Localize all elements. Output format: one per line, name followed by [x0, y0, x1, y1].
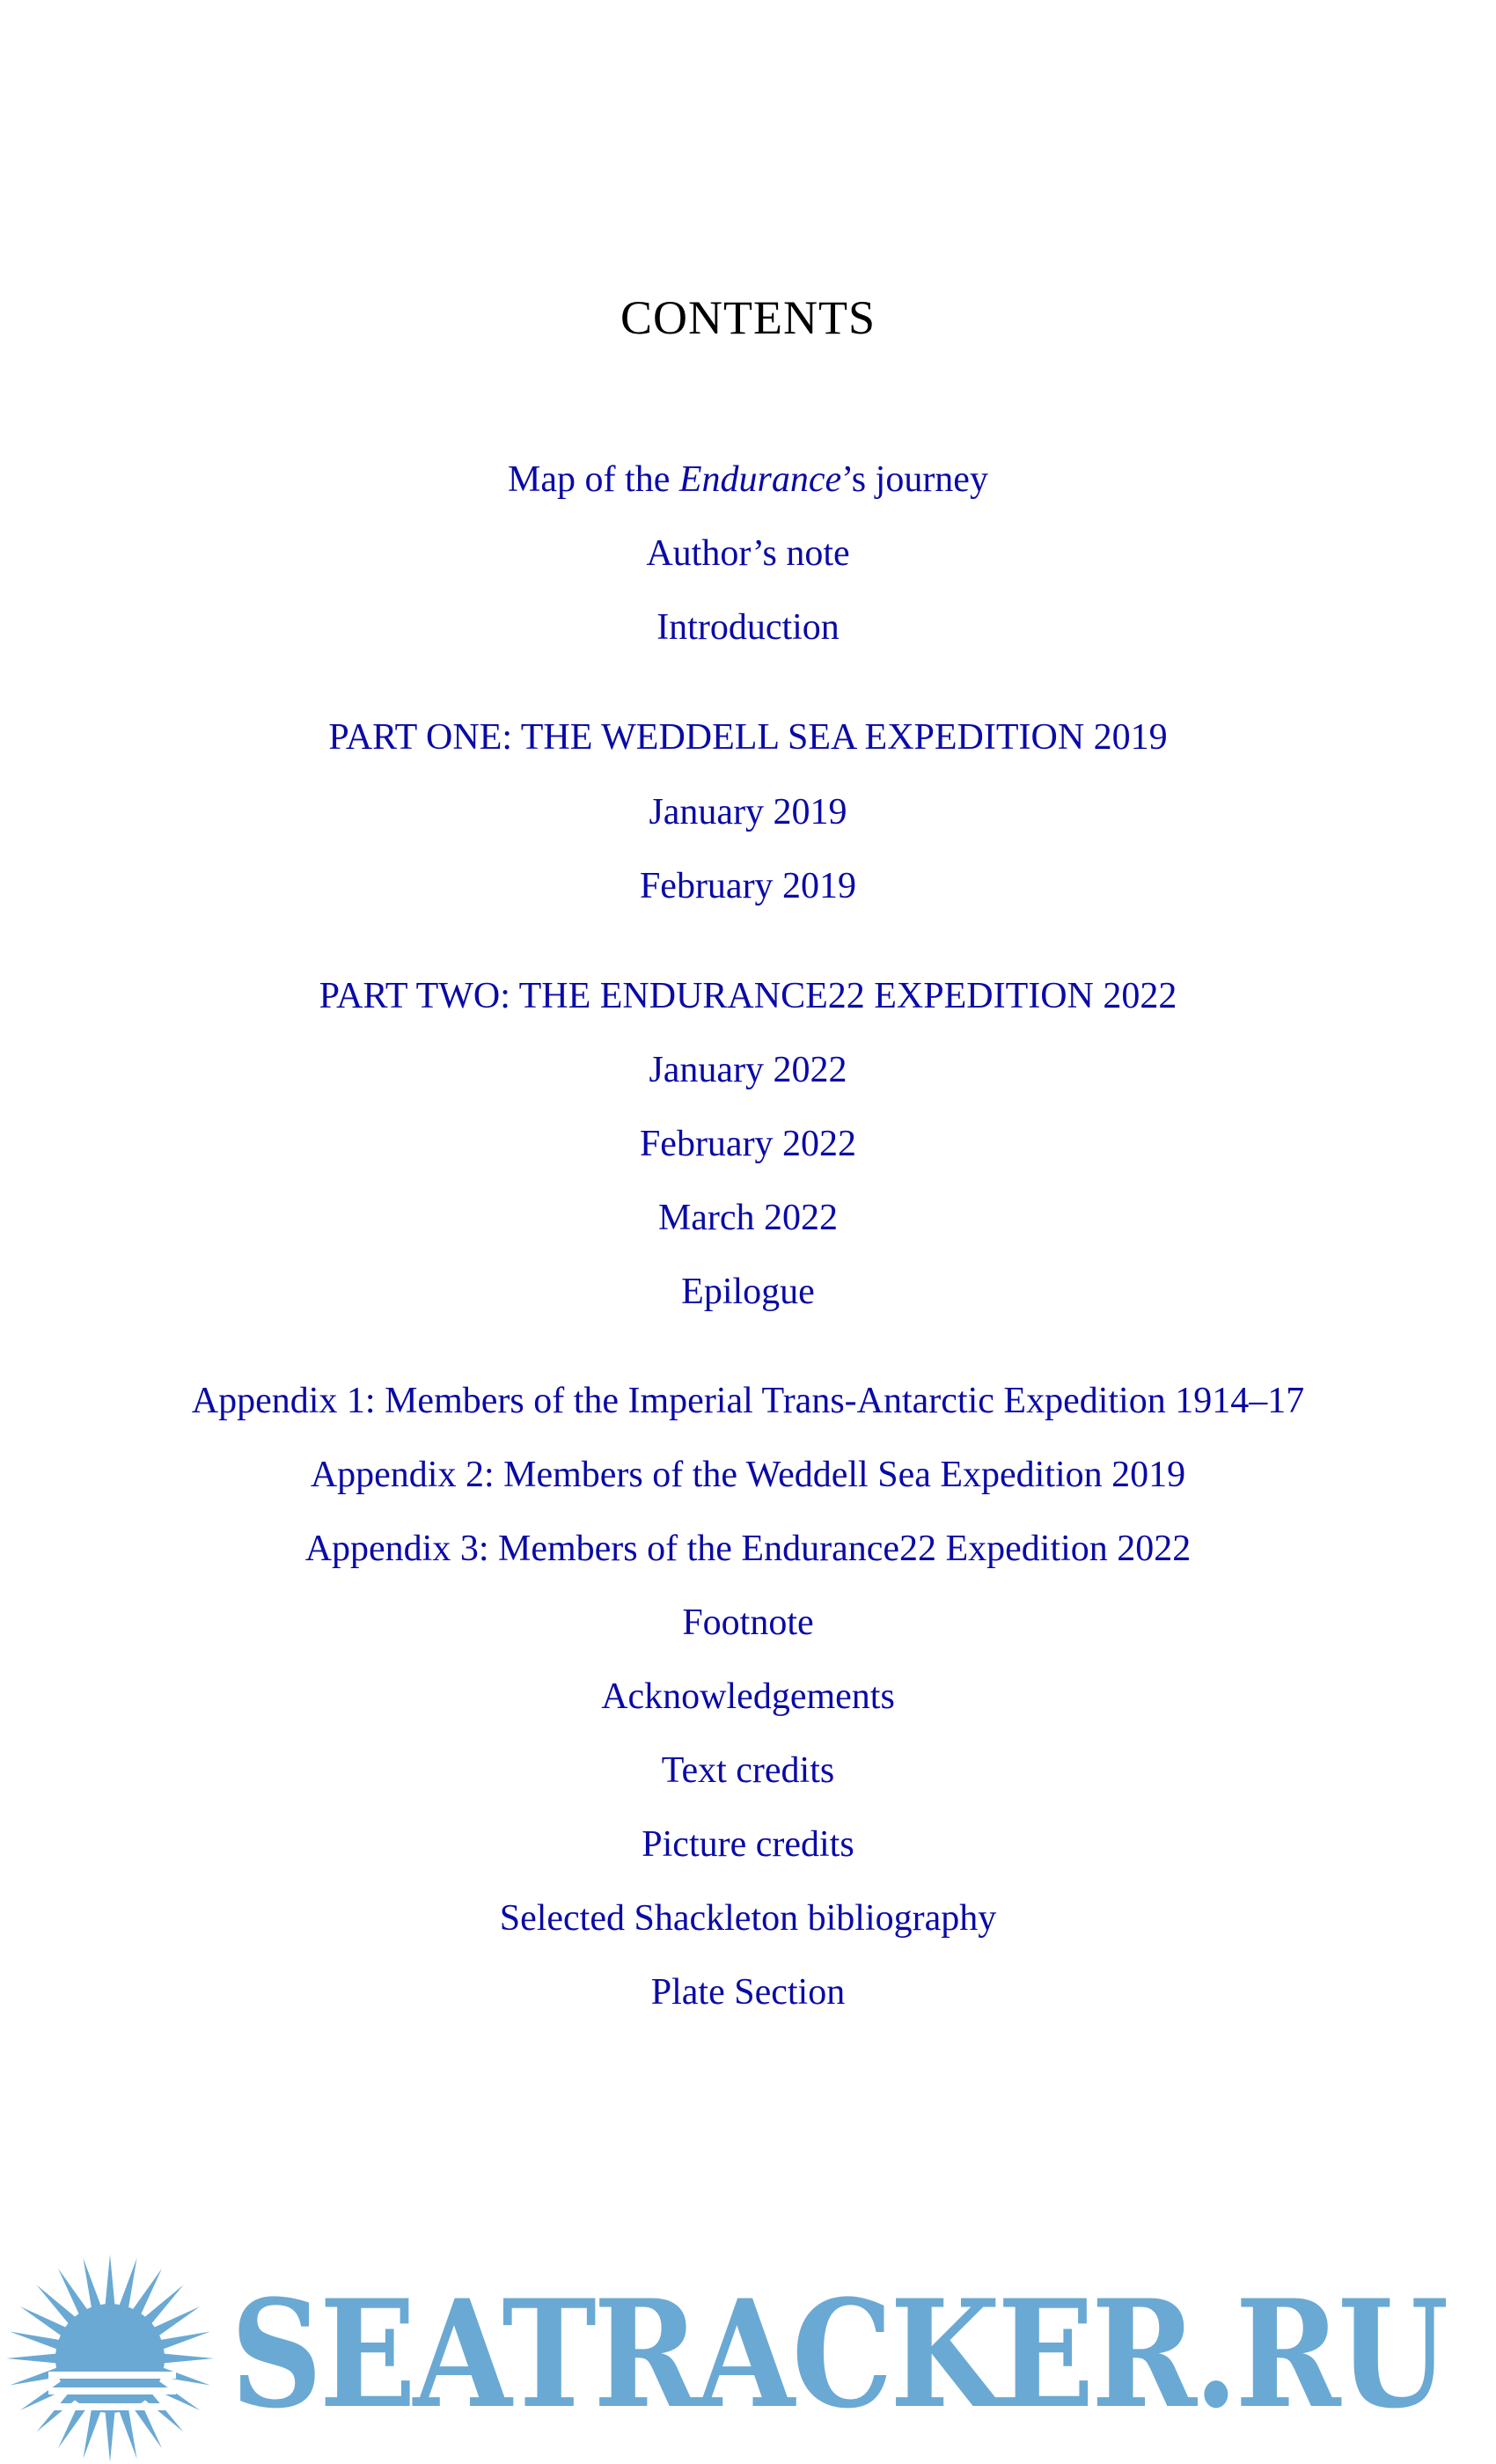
toc-link-authors-note[interactable]: Author’s note — [646, 533, 850, 574]
toc-link-appendix-2[interactable]: Appendix 2: Members of the Weddell Sea Expedition 2019 — [310, 1455, 1186, 1495]
toc-link-january-2022[interactable]: January 2022 — [649, 1050, 847, 1090]
toc-link-february-2022[interactable]: February 2022 — [639, 1124, 857, 1164]
watermark-text: SEATRACKER.RU — [231, 2267, 1446, 2441]
toc-link-map-suffix: ’s journey — [841, 459, 988, 500]
toc-link-map-italic: Endurance — [678, 459, 842, 500]
sun-ray — [105, 2407, 115, 2462]
toc-link-map-prefix: Map of the — [508, 459, 679, 500]
contents-title: CONTENTS — [620, 291, 876, 344]
toc-link-epilogue[interactable]: Epilogue — [681, 1272, 815, 1312]
toc-link-text-credits[interactable]: Text credits — [661, 1750, 835, 1791]
toc-link-acknowledgements[interactable]: Acknowledgements — [601, 1676, 895, 1717]
toc-link-bibliography[interactable]: Selected Shackleton bibliography — [499, 1898, 997, 1939]
toc-link-march-2022[interactable]: March 2022 — [657, 1198, 839, 1238]
sun-ray — [105, 2255, 115, 2310]
toc-link-january-2019[interactable]: January 2019 — [649, 792, 847, 832]
toc-link-picture-credits[interactable]: Picture credits — [642, 1824, 854, 1865]
sun-ray — [158, 2353, 214, 2364]
toc-link-part-one[interactable]: PART ONE: THE WEDDELL SEA EXPEDITION 2019 — [328, 717, 1168, 758]
toc-link-appendix-3[interactable]: Appendix 3: Members of the Endurance22 Expedition 2022 — [304, 1529, 1192, 1569]
toc-link-appendix-1[interactable]: Appendix 1: Members of the Imperial Trans-Antarctic Expedition 1914–17 — [191, 1381, 1305, 1421]
toc-link-footnote[interactable]: Footnote — [682, 1602, 814, 1643]
toc-link-february-2019[interactable]: February 2019 — [639, 866, 857, 906]
toc-link-map[interactable] — [0, 458, 1496, 502]
toc-link-plate-section[interactable]: Plate Section — [650, 1972, 846, 2013]
toc-link-part-two[interactable]: PART TWO: THE ENDURANCE22 EXPEDITION 2022 — [319, 976, 1177, 1016]
sun-ray — [6, 2353, 62, 2364]
toc-link-introduction[interactable]: Introduction — [656, 607, 840, 648]
